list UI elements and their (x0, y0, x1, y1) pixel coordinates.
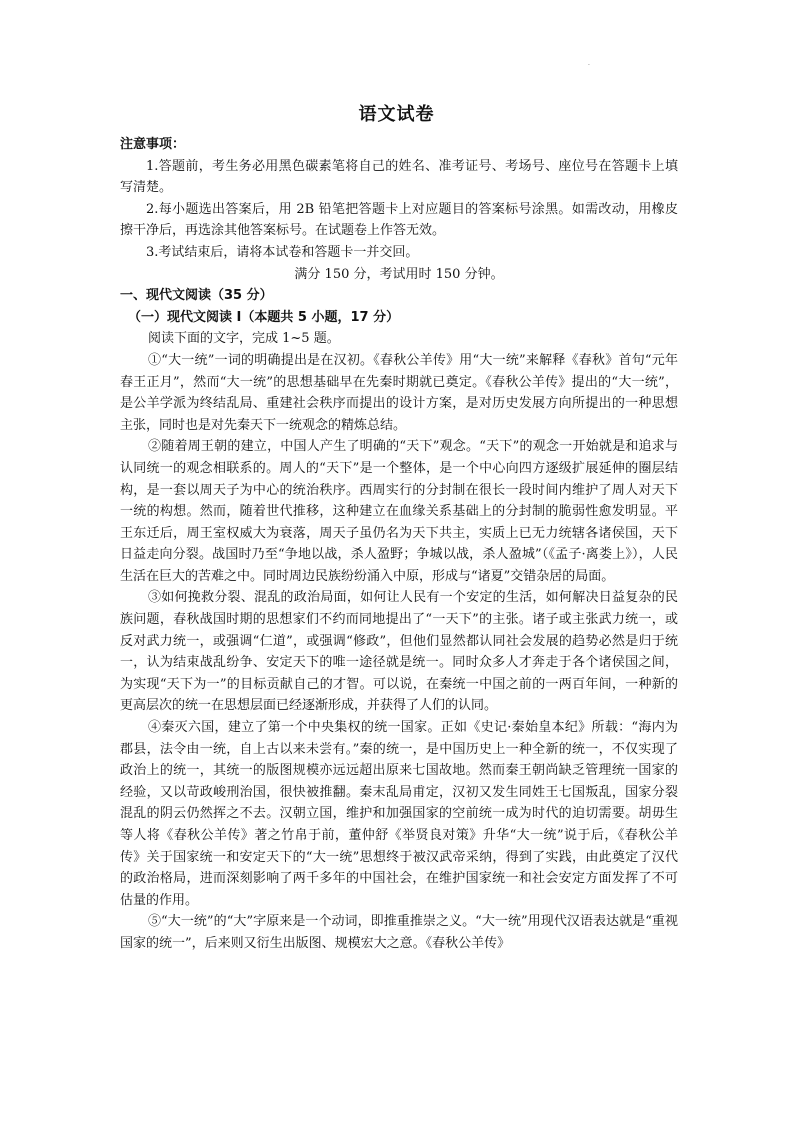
notice-item: 3.考试结束后，请将本试卷和答题卡一并交回。 (146, 244, 419, 260)
page-title: 语文试卷 (358, 104, 435, 125)
reading-instruction: 阅读下面的文字，完成 1~5 题。 (148, 331, 340, 347)
passage-paragraph: ③如何挽救分裂、混乱的政治局面，如何让人民有一个安定的生活，如何解决日益复杂的民族问题，春秋战国时期的思想家们不约而同地提出了“一天下”的主张。诸子或主张武力统一，或反对武力统一，或强调“仁道”，或强调“修政”，但他们显然都认同社会发展的趋势必然是归于统一，认为结束战乱纷争、安定天下的唯一途径就是统一。同时众多人才奔走于各个诸侯国之间，为实现“天下为一”的目标贡献自己的才智。可以说，在秦统一中国之前的一两百年间，一种新的更高层次的统一在思想层面已经逐渐形成，并获得了人们的认同。 (120, 590, 678, 714)
subsection-heading: （一）现代文阅读 I（本题共 5 小题，17 分） (128, 309, 400, 325)
notice-heading: 注意事项： (120, 137, 186, 152)
page-dot: · (588, 62, 590, 69)
score-time: 满分 150 分，考试用时 150 分钟。 (294, 266, 504, 282)
passage-paragraph: ④秦灭六国，建立了第一个中央集权的统一国家。正如《史记·秦始皇本纪》所载：“海内为郡县，法令由一统，自上古以来未尝有。”秦的统一，是中国历史上一种全新的统一，不仅实现了政治上的统一，其统一的版图规模亦远远超出原来七国故地。然而秦王朝尚缺乏管理统一国家的经验，又以苛政峻刑治国，很快被推翻。秦末乱局甫定，汉初又发生同姓王七国叛乱，国家分裂混乱的阴云仍然挥之不去。汉朝立国，维护和加强国家的空前统一成为时代的迫切需要。胡毋生等人将《春秋公羊传》著之竹帛于前，董仲舒《举贤良对策》升华“大一统”说于后，《春秋公羊传》关于国家统一和安定天下的“大一统”思想终于被汉武帝采纳，得到了实践，由此奠定了汉代的政治格局，进而深刻影响了两千多年的中国社会，在维护国家统一和社会安定方面发挥了不可估量的作用。 (120, 720, 678, 908)
passage-paragraph: ②随着周王朝的建立，中国人产生了明确的“天下”观念。“天下”的观念一开始就是和追求与认同统一的观念相联系的。周人的“天下”是一个整体，是一个中心向四方逐级扩展延伸的圈层结构，是一套以周天子为中心的统治秩序。西周实行的分封制在很长一段时间内维护了周人对天下一统的构想。然而，随着世代推移，这种建立在血缘关系基础上的分封制的脆弱性愈发明显。平王东迁后，周王室权威大为衰落，周天子虽仍名为天下共主，实质上已无力统辖各诸侯国，天下日益走向分裂。战国时乃至“争地以战，杀人盈野；争城以战，杀人盈城”（《孟子·离娄上》），人民生活在巨大的苦难之中。同时周边民族纷纷涌入中原，形成与“诸夏”交错杂居的局面。 (120, 439, 678, 584)
notice-item: 2.每小题选出答案后，用 2B 铅笔把答题卡上对应题目的答案标号涂黑。如需改动，用橡皮擦干净后，再选涂其他答案标号。在试题卷上作答无效。 (120, 201, 678, 239)
section-heading: 一、现代文阅读（35 分） (120, 288, 273, 304)
passage-paragraph: ⑤“大一统”的“大”字原来是一个动词，即推重推崇之义。“大一统”用现代汉语表达就是“重视国家的统一”，后来则又衍生出版图、规模宏大之意。《春秋公羊传》 (120, 914, 678, 951)
notice-item: 1.答题前，考生务必用黑色碳素笔将自己的姓名、准考证号、考场号、座位号在答题卡上填写清楚。 (120, 158, 678, 196)
passage-paragraph: ①“大一统”一词的明确提出是在汉初。《春秋公羊传》用“大一统”来解释《春秋》首句“元年春王正月”，然而“大一统”的思想基础早在先秦时期就已奠定。《春秋公羊传》提出的“大一统”，是公羊学派为终结乱局、重建社会秩序而提出的设计方案，是对历史发展方向所提出的一种思想主张，同时也是对先秦天下一统观念的精炼总结。 (120, 352, 678, 433)
exam-content (120, 134, 678, 955)
